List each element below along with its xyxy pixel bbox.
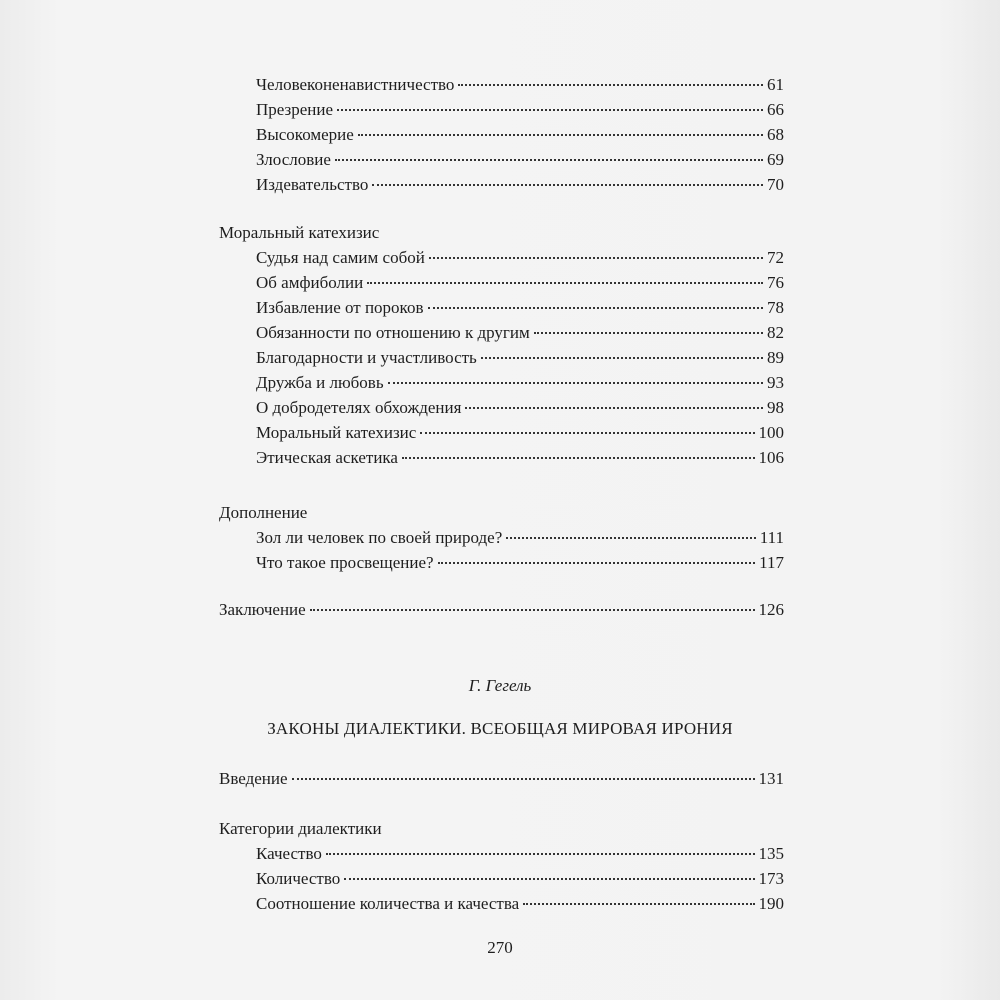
toc-entry-title: Благодарности и участливость <box>256 348 477 367</box>
toc-entry-title: Моральный катехизис <box>256 423 417 442</box>
toc-entry-page: 173 <box>758 869 784 888</box>
toc-entry-page: 70 <box>767 175 784 194</box>
toc-entry <box>256 100 784 120</box>
toc-entry <box>256 398 784 418</box>
toc-entry-title: Высокомерие <box>256 125 354 144</box>
toc-entry-page: 131 <box>758 769 784 788</box>
leader-dots <box>344 878 754 880</box>
toc-entry-page: 100 <box>758 423 784 442</box>
leader-dots <box>438 562 756 564</box>
leader-dots <box>481 357 763 359</box>
toc-entry-page: 117 <box>759 553 784 572</box>
toc-entry <box>256 273 784 293</box>
toc-entry-page: 78 <box>767 298 784 317</box>
leader-dots <box>428 307 764 309</box>
section-heading: Категории диалектики <box>219 819 382 838</box>
leader-dots <box>310 609 755 611</box>
leader-dots <box>465 407 763 409</box>
toc-entry-title: Качество <box>256 844 322 863</box>
toc-entry-page: 68 <box>767 125 784 144</box>
toc-entry-conclusion <box>219 600 784 620</box>
toc-entry-title: Количество <box>256 869 341 888</box>
leader-dots <box>335 159 763 161</box>
toc-entry-page: 76 <box>767 273 784 292</box>
toc-entry-page: 126 <box>758 600 784 619</box>
toc-entry-page: 111 <box>759 528 784 547</box>
author-name: Г. Гегель <box>468 676 532 695</box>
leader-dots <box>326 853 755 855</box>
toc-entry-title: Издевательство <box>256 175 369 194</box>
toc-entry-title: Что такое просвещение? <box>256 553 434 572</box>
toc-entry-title: Злословие <box>256 150 331 169</box>
toc-entry-title: Избавление от пороков <box>256 298 424 317</box>
toc-entry <box>256 553 784 573</box>
toc-entry <box>256 75 784 95</box>
section-heading: Моральный катехизис <box>219 223 380 242</box>
leader-dots <box>523 903 754 905</box>
toc-entry-title: Судья над самим собой <box>256 248 425 267</box>
toc-entry <box>256 894 784 914</box>
toc-entry-title: Заключение <box>219 600 306 619</box>
leader-dots <box>358 134 763 136</box>
toc-entry-title: Презрение <box>256 100 334 119</box>
toc-entry <box>256 528 784 548</box>
toc-entry-title: Соотношение количества и качества <box>256 894 520 913</box>
leader-dots <box>292 778 755 780</box>
toc-entry-page: 69 <box>767 150 784 169</box>
toc-entry <box>256 150 784 170</box>
toc-entry-title: Дружба и любовь <box>256 373 384 392</box>
toc-entry <box>256 323 784 343</box>
work-title: ЗАКОНЫ ДИАЛЕКТИКИ. ВСЕОБЩАЯ МИРОВАЯ ИРОНИЯ <box>267 719 733 738</box>
toc-entry-page: 89 <box>767 348 784 367</box>
toc-entry <box>256 348 784 368</box>
toc-entry-page: 190 <box>758 894 784 913</box>
toc-entry <box>256 125 784 145</box>
leader-dots <box>367 282 763 284</box>
toc-entry-title: Этическая аскетика <box>256 448 398 467</box>
toc-entry <box>256 373 784 393</box>
section-heading: Дополнение <box>219 503 308 522</box>
toc-entry-page: 82 <box>767 323 784 342</box>
toc-entry-page: 93 <box>767 373 784 392</box>
toc-entry-page: 61 <box>767 75 784 94</box>
page-number: 270 <box>487 938 513 957</box>
toc-entry-title: Об амфиболии <box>256 273 364 292</box>
toc-entry <box>256 248 784 268</box>
leader-dots <box>534 332 763 334</box>
toc-entry-title: Обязанности по отношению к другим <box>256 323 530 342</box>
toc-entry-page: 72 <box>767 248 784 267</box>
leader-dots <box>402 457 755 459</box>
toc-entry-page: 106 <box>758 448 784 467</box>
toc-entry-page: 135 <box>758 844 784 863</box>
toc-entry-page: 98 <box>767 398 784 417</box>
toc-entry <box>256 298 784 318</box>
toc-entry <box>256 448 784 468</box>
toc-entry-title: Введение <box>219 769 288 788</box>
leader-dots <box>388 382 763 384</box>
toc-entry <box>256 869 784 889</box>
toc-entry-page: 66 <box>767 100 784 119</box>
toc-entry <box>256 423 784 443</box>
toc-entry-title: О добродетелях обхождения <box>256 398 462 417</box>
leader-dots <box>420 432 754 434</box>
toc-entry-title: Человеконенавистничество <box>256 75 455 94</box>
leader-dots <box>372 184 763 186</box>
toc-entry <box>256 844 784 864</box>
toc-entry <box>256 175 784 195</box>
leader-dots <box>429 257 763 259</box>
leader-dots <box>337 109 763 111</box>
toc-entry-title: Зол ли человек по своей природе? <box>256 528 503 547</box>
leader-dots <box>458 84 763 86</box>
toc-entry-introduction <box>219 769 784 789</box>
leader-dots <box>506 537 755 539</box>
